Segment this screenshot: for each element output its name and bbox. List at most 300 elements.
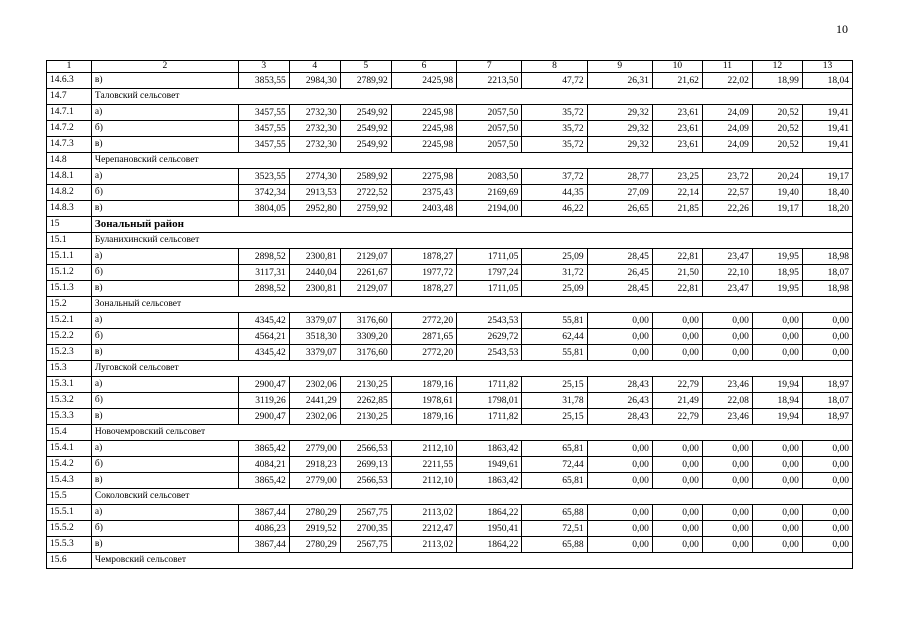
value-cell: 26,65 bbox=[587, 201, 652, 217]
table-row bbox=[47, 457, 853, 473]
row-code: 14.7 bbox=[47, 89, 92, 105]
value-cell: 0,00 bbox=[702, 313, 752, 329]
section-title: Буланихинский сельсовет bbox=[91, 233, 852, 249]
value-cell: 22,14 bbox=[652, 185, 702, 201]
row-code: 15.4.3 bbox=[47, 473, 92, 489]
value-cell: 2057,50 bbox=[457, 105, 522, 121]
value-cell: 0,00 bbox=[802, 457, 852, 473]
value-cell: 0,00 bbox=[702, 521, 752, 537]
value-cell: 2919,52 bbox=[289, 521, 340, 537]
row-code: 15.2.1 bbox=[47, 313, 92, 329]
value-cell: 1977,72 bbox=[391, 265, 456, 281]
value-cell: 3309,20 bbox=[340, 329, 391, 345]
value-cell: 25,09 bbox=[522, 249, 587, 265]
value-cell: 1879,16 bbox=[391, 377, 456, 393]
table-row bbox=[47, 537, 853, 553]
row-subitem: а) bbox=[91, 105, 238, 121]
value-cell: 2732,30 bbox=[289, 137, 340, 153]
row-code: 15.2 bbox=[47, 297, 92, 313]
value-cell: 0,00 bbox=[652, 505, 702, 521]
value-cell: 24,09 bbox=[702, 137, 752, 153]
value-cell: 2732,30 bbox=[289, 121, 340, 137]
row-code: 15.4.1 bbox=[47, 441, 92, 457]
section-title: Черепановский сельсовет bbox=[91, 153, 852, 169]
column-header: 1 bbox=[47, 61, 92, 73]
row-code: 14.7.1 bbox=[47, 105, 92, 121]
value-cell: 0,00 bbox=[652, 345, 702, 361]
section-title: Соколовский сельсовет bbox=[91, 489, 852, 505]
value-cell: 1878,27 bbox=[391, 249, 456, 265]
value-cell: 2629,72 bbox=[457, 329, 522, 345]
column-header: 3 bbox=[238, 61, 289, 73]
value-cell: 0,00 bbox=[702, 457, 752, 473]
value-cell: 0,00 bbox=[702, 473, 752, 489]
value-cell: 19,95 bbox=[752, 281, 802, 297]
value-cell: 2129,07 bbox=[340, 249, 391, 265]
value-cell: 0,00 bbox=[652, 441, 702, 457]
value-cell: 19,94 bbox=[752, 409, 802, 425]
value-cell: 2425,98 bbox=[391, 73, 456, 89]
value-cell: 31,72 bbox=[522, 265, 587, 281]
value-cell: 44,35 bbox=[522, 185, 587, 201]
value-cell: 1711,05 bbox=[457, 281, 522, 297]
value-cell: 3457,55 bbox=[238, 121, 289, 137]
value-cell: 0,00 bbox=[802, 505, 852, 521]
value-cell: 0,00 bbox=[752, 441, 802, 457]
value-cell: 2112,10 bbox=[391, 473, 456, 489]
value-cell: 0,00 bbox=[587, 505, 652, 521]
value-cell: 27,09 bbox=[587, 185, 652, 201]
value-cell: 23,72 bbox=[702, 169, 752, 185]
value-cell: 0,00 bbox=[587, 441, 652, 457]
row-code: 15.5 bbox=[47, 489, 92, 505]
column-header: 4 bbox=[289, 61, 340, 73]
value-cell: 2113,02 bbox=[391, 537, 456, 553]
value-cell: 2772,20 bbox=[391, 345, 456, 361]
value-cell: 23,46 bbox=[702, 377, 752, 393]
value-cell: 2759,92 bbox=[340, 201, 391, 217]
value-cell: 19,94 bbox=[752, 377, 802, 393]
value-cell: 2169,69 bbox=[457, 185, 522, 201]
row-code: 14.6.3 bbox=[47, 73, 92, 89]
value-cell: 22,81 bbox=[652, 281, 702, 297]
value-cell: 3867,44 bbox=[238, 505, 289, 521]
page-number: 10 bbox=[836, 22, 848, 36]
row-code: 15.4.2 bbox=[47, 457, 92, 473]
value-cell: 19,41 bbox=[802, 137, 852, 153]
column-header: 6 bbox=[391, 61, 456, 73]
section-row bbox=[47, 425, 853, 441]
value-cell: 26,43 bbox=[587, 393, 652, 409]
district-title: Зональный район bbox=[91, 217, 852, 233]
section-title: Зональный сельсовет bbox=[91, 297, 852, 313]
value-cell: 2567,75 bbox=[340, 505, 391, 521]
table-row bbox=[47, 313, 853, 329]
value-cell: 0,00 bbox=[802, 441, 852, 457]
value-cell: 25,15 bbox=[522, 377, 587, 393]
row-code: 15.4 bbox=[47, 425, 92, 441]
value-cell: 4564,21 bbox=[238, 329, 289, 345]
value-cell: 2952,80 bbox=[289, 201, 340, 217]
value-cell: 2275,98 bbox=[391, 169, 456, 185]
row-subitem: б) bbox=[91, 265, 238, 281]
value-cell: 22,26 bbox=[702, 201, 752, 217]
section-row bbox=[47, 489, 853, 505]
value-cell: 18,99 bbox=[752, 73, 802, 89]
section-row bbox=[47, 361, 853, 377]
value-cell: 22,10 bbox=[702, 265, 752, 281]
value-cell: 28,43 bbox=[587, 377, 652, 393]
row-code: 14.8.2 bbox=[47, 185, 92, 201]
row-code: 15.5.3 bbox=[47, 537, 92, 553]
table-row bbox=[47, 265, 853, 281]
row-code: 15.6 bbox=[47, 553, 92, 569]
table-row bbox=[47, 201, 853, 217]
value-cell: 18,07 bbox=[802, 393, 852, 409]
value-cell: 4086,23 bbox=[238, 521, 289, 537]
value-cell: 0,00 bbox=[752, 329, 802, 345]
value-cell: 0,00 bbox=[652, 457, 702, 473]
value-cell: 2900,47 bbox=[238, 377, 289, 393]
table-row bbox=[47, 345, 853, 361]
value-cell: 2194,00 bbox=[457, 201, 522, 217]
row-code: 15.1 bbox=[47, 233, 92, 249]
value-cell: 2211,55 bbox=[391, 457, 456, 473]
value-cell: 28,45 bbox=[587, 281, 652, 297]
value-cell: 22,81 bbox=[652, 249, 702, 265]
value-cell: 2440,04 bbox=[289, 265, 340, 281]
section-title: Новочемровский сельсовет bbox=[91, 425, 852, 441]
value-cell: 2780,29 bbox=[289, 505, 340, 521]
value-cell: 2302,06 bbox=[289, 377, 340, 393]
value-cell: 0,00 bbox=[587, 521, 652, 537]
value-cell: 2300,81 bbox=[289, 281, 340, 297]
value-cell: 2549,92 bbox=[340, 137, 391, 153]
value-cell: 0,00 bbox=[702, 441, 752, 457]
value-cell: 2900,47 bbox=[238, 409, 289, 425]
value-cell: 2779,00 bbox=[289, 441, 340, 457]
table-row bbox=[47, 281, 853, 297]
section-title: Таловский сельсовет bbox=[91, 89, 852, 105]
value-cell: 23,61 bbox=[652, 121, 702, 137]
value-cell: 2300,81 bbox=[289, 249, 340, 265]
value-cell: 65,81 bbox=[522, 473, 587, 489]
value-cell: 2567,75 bbox=[340, 537, 391, 553]
column-header: 11 bbox=[702, 61, 752, 73]
value-cell: 18,07 bbox=[802, 265, 852, 281]
value-cell: 2083,50 bbox=[457, 169, 522, 185]
table-row bbox=[47, 249, 853, 265]
value-cell: 3853,55 bbox=[238, 73, 289, 89]
value-cell: 22,57 bbox=[702, 185, 752, 201]
row-subitem: в) bbox=[91, 201, 238, 217]
value-cell: 2779,00 bbox=[289, 473, 340, 489]
value-cell: 3119,26 bbox=[238, 393, 289, 409]
table-row bbox=[47, 473, 853, 489]
column-header: 10 bbox=[652, 61, 702, 73]
section-title: Луговской сельсовет bbox=[91, 361, 852, 377]
row-subitem: в) bbox=[91, 73, 238, 89]
value-cell: 18,40 bbox=[802, 185, 852, 201]
value-cell: 19,17 bbox=[802, 169, 852, 185]
value-cell: 1950,41 bbox=[457, 521, 522, 537]
value-cell: 23,61 bbox=[652, 137, 702, 153]
value-cell: 29,32 bbox=[587, 121, 652, 137]
value-cell: 2699,13 bbox=[340, 457, 391, 473]
value-cell: 28,43 bbox=[587, 409, 652, 425]
value-cell: 1878,27 bbox=[391, 281, 456, 297]
column-header: 13 bbox=[802, 61, 852, 73]
value-cell: 47,72 bbox=[522, 73, 587, 89]
value-cell: 18,20 bbox=[802, 201, 852, 217]
value-cell: 23,47 bbox=[702, 281, 752, 297]
value-cell: 2057,50 bbox=[457, 137, 522, 153]
row-code: 14.7.3 bbox=[47, 137, 92, 153]
row-subitem: б) bbox=[91, 185, 238, 201]
value-cell: 0,00 bbox=[587, 473, 652, 489]
value-cell: 0,00 bbox=[752, 313, 802, 329]
value-cell: 3457,55 bbox=[238, 137, 289, 153]
table-row bbox=[47, 185, 853, 201]
row-subitem: б) bbox=[91, 121, 238, 137]
row-code: 15.3 bbox=[47, 361, 92, 377]
value-cell: 21,85 bbox=[652, 201, 702, 217]
value-cell: 0,00 bbox=[702, 329, 752, 345]
value-cell: 2261,67 bbox=[340, 265, 391, 281]
value-cell: 0,00 bbox=[702, 537, 752, 553]
value-cell: 0,00 bbox=[802, 537, 852, 553]
value-cell: 3804,05 bbox=[238, 201, 289, 217]
table-body bbox=[47, 61, 853, 569]
value-cell: 1978,61 bbox=[391, 393, 456, 409]
row-subitem: а) bbox=[91, 169, 238, 185]
value-cell: 20,24 bbox=[752, 169, 802, 185]
table-row bbox=[47, 377, 853, 393]
value-cell: 0,00 bbox=[752, 457, 802, 473]
value-cell: 29,32 bbox=[587, 137, 652, 153]
value-cell: 25,15 bbox=[522, 409, 587, 425]
value-cell: 2130,25 bbox=[340, 377, 391, 393]
value-cell: 46,22 bbox=[522, 201, 587, 217]
row-code: 14.8.3 bbox=[47, 201, 92, 217]
value-cell: 24,09 bbox=[702, 105, 752, 121]
value-cell: 21,49 bbox=[652, 393, 702, 409]
value-cell: 2213,50 bbox=[457, 73, 522, 89]
value-cell: 1711,82 bbox=[457, 409, 522, 425]
value-cell: 1864,22 bbox=[457, 537, 522, 553]
value-cell: 18,95 bbox=[752, 265, 802, 281]
table-row bbox=[47, 329, 853, 345]
row-code: 15.1.1 bbox=[47, 249, 92, 265]
row-subitem: б) bbox=[91, 521, 238, 537]
value-cell: 18,04 bbox=[802, 73, 852, 89]
value-cell: 0,00 bbox=[802, 313, 852, 329]
value-cell: 19,17 bbox=[752, 201, 802, 217]
column-header: 7 bbox=[457, 61, 522, 73]
value-cell: 0,00 bbox=[587, 537, 652, 553]
value-cell: 23,61 bbox=[652, 105, 702, 121]
row-code: 15.3.1 bbox=[47, 377, 92, 393]
value-cell: 0,00 bbox=[752, 473, 802, 489]
value-cell: 65,88 bbox=[522, 537, 587, 553]
value-cell: 2375,43 bbox=[391, 185, 456, 201]
value-cell: 1949,61 bbox=[457, 457, 522, 473]
value-cell: 2543,53 bbox=[457, 313, 522, 329]
value-cell: 0,00 bbox=[802, 521, 852, 537]
value-cell: 2441,29 bbox=[289, 393, 340, 409]
row-subitem: в) bbox=[91, 137, 238, 153]
row-subitem: в) bbox=[91, 473, 238, 489]
value-cell: 0,00 bbox=[802, 329, 852, 345]
column-header: 12 bbox=[752, 61, 802, 73]
value-cell: 2913,53 bbox=[289, 185, 340, 201]
section-title: Чемровский сельсовет bbox=[91, 553, 852, 569]
value-cell: 1864,22 bbox=[457, 505, 522, 521]
value-cell: 0,00 bbox=[652, 473, 702, 489]
row-code: 15 bbox=[47, 217, 92, 233]
row-subitem: в) bbox=[91, 281, 238, 297]
value-cell: 65,88 bbox=[522, 505, 587, 521]
value-cell: 3518,30 bbox=[289, 329, 340, 345]
value-cell: 2984,30 bbox=[289, 73, 340, 89]
table-row bbox=[47, 441, 853, 457]
value-cell: 18,94 bbox=[752, 393, 802, 409]
value-cell: 0,00 bbox=[752, 345, 802, 361]
value-cell: 28,45 bbox=[587, 249, 652, 265]
row-subitem: б) bbox=[91, 393, 238, 409]
row-code: 15.3.2 bbox=[47, 393, 92, 409]
value-cell: 1863,42 bbox=[457, 473, 522, 489]
row-code: 14.8 bbox=[47, 153, 92, 169]
value-cell: 29,32 bbox=[587, 105, 652, 121]
value-cell: 2700,35 bbox=[340, 521, 391, 537]
value-cell: 19,41 bbox=[802, 105, 852, 121]
value-cell: 26,31 bbox=[587, 73, 652, 89]
table-row bbox=[47, 137, 853, 153]
value-cell: 62,44 bbox=[522, 329, 587, 345]
value-cell: 0,00 bbox=[702, 505, 752, 521]
value-cell: 31,78 bbox=[522, 393, 587, 409]
tariff-table bbox=[46, 60, 853, 569]
row-code: 15.5.2 bbox=[47, 521, 92, 537]
value-cell: 0,00 bbox=[652, 521, 702, 537]
value-cell: 0,00 bbox=[802, 473, 852, 489]
value-cell: 2898,52 bbox=[238, 281, 289, 297]
value-cell: 20,52 bbox=[752, 105, 802, 121]
value-cell: 1798,01 bbox=[457, 393, 522, 409]
value-cell: 2212,47 bbox=[391, 521, 456, 537]
value-cell: 4345,42 bbox=[238, 313, 289, 329]
section-row bbox=[47, 233, 853, 249]
row-code: 15.5.1 bbox=[47, 505, 92, 521]
value-cell: 2057,50 bbox=[457, 121, 522, 137]
section-row bbox=[47, 89, 853, 105]
row-code: 14.7.2 bbox=[47, 121, 92, 137]
value-cell: 22,79 bbox=[652, 377, 702, 393]
value-cell: 18,97 bbox=[802, 409, 852, 425]
value-cell: 25,09 bbox=[522, 281, 587, 297]
row-code: 15.2.3 bbox=[47, 345, 92, 361]
value-cell: 2566,53 bbox=[340, 473, 391, 489]
value-cell: 37,72 bbox=[522, 169, 587, 185]
value-cell: 0,00 bbox=[587, 329, 652, 345]
row-code: 15.1.2 bbox=[47, 265, 92, 281]
value-cell: 2245,98 bbox=[391, 105, 456, 121]
value-cell: 2245,98 bbox=[391, 121, 456, 137]
column-header: 8 bbox=[522, 61, 587, 73]
value-cell: 1797,24 bbox=[457, 265, 522, 281]
value-cell: 3742,34 bbox=[238, 185, 289, 201]
row-subitem: а) bbox=[91, 441, 238, 457]
value-cell: 2549,92 bbox=[340, 121, 391, 137]
row-subitem: б) bbox=[91, 457, 238, 473]
value-cell: 18,97 bbox=[802, 377, 852, 393]
value-cell: 2772,20 bbox=[391, 313, 456, 329]
value-cell: 0,00 bbox=[652, 329, 702, 345]
column-header: 5 bbox=[340, 61, 391, 73]
value-cell: 2566,53 bbox=[340, 441, 391, 457]
value-cell: 0,00 bbox=[652, 537, 702, 553]
row-code: 15.1.3 bbox=[47, 281, 92, 297]
value-cell: 3865,42 bbox=[238, 441, 289, 457]
value-cell: 22,79 bbox=[652, 409, 702, 425]
value-cell: 19,40 bbox=[752, 185, 802, 201]
table-header-row bbox=[47, 61, 853, 73]
value-cell: 19,95 bbox=[752, 249, 802, 265]
value-cell: 2871,65 bbox=[391, 329, 456, 345]
value-cell: 2732,30 bbox=[289, 105, 340, 121]
value-cell: 35,72 bbox=[522, 121, 587, 137]
value-cell: 3867,44 bbox=[238, 537, 289, 553]
table-row bbox=[47, 121, 853, 137]
value-cell: 3379,07 bbox=[289, 313, 340, 329]
table-row bbox=[47, 105, 853, 121]
value-cell: 2112,10 bbox=[391, 441, 456, 457]
value-cell: 20,52 bbox=[752, 137, 802, 153]
value-cell: 20,52 bbox=[752, 121, 802, 137]
row-subitem: а) bbox=[91, 505, 238, 521]
value-cell: 0,00 bbox=[752, 505, 802, 521]
value-cell: 2403,48 bbox=[391, 201, 456, 217]
value-cell: 72,44 bbox=[522, 457, 587, 473]
table-row bbox=[47, 505, 853, 521]
column-header: 9 bbox=[587, 61, 652, 73]
section-row bbox=[47, 153, 853, 169]
value-cell: 2543,53 bbox=[457, 345, 522, 361]
value-cell: 18,98 bbox=[802, 281, 852, 297]
value-cell: 3865,42 bbox=[238, 473, 289, 489]
value-cell: 3176,60 bbox=[340, 345, 391, 361]
section-row bbox=[47, 553, 853, 569]
row-code: 15.2.2 bbox=[47, 329, 92, 345]
value-cell: 2129,07 bbox=[340, 281, 391, 297]
value-cell: 23,47 bbox=[702, 249, 752, 265]
value-cell: 0,00 bbox=[587, 313, 652, 329]
table-row bbox=[47, 409, 853, 425]
table-row bbox=[47, 521, 853, 537]
column-header: 2 bbox=[91, 61, 238, 73]
value-cell: 2130,25 bbox=[340, 409, 391, 425]
value-cell: 2918,23 bbox=[289, 457, 340, 473]
value-cell: 1711,82 bbox=[457, 377, 522, 393]
value-cell: 28,77 bbox=[587, 169, 652, 185]
value-cell: 3457,55 bbox=[238, 105, 289, 121]
value-cell: 72,51 bbox=[522, 521, 587, 537]
value-cell: 0,00 bbox=[752, 521, 802, 537]
value-cell: 23,25 bbox=[652, 169, 702, 185]
value-cell: 2549,92 bbox=[340, 105, 391, 121]
value-cell: 2245,98 bbox=[391, 137, 456, 153]
